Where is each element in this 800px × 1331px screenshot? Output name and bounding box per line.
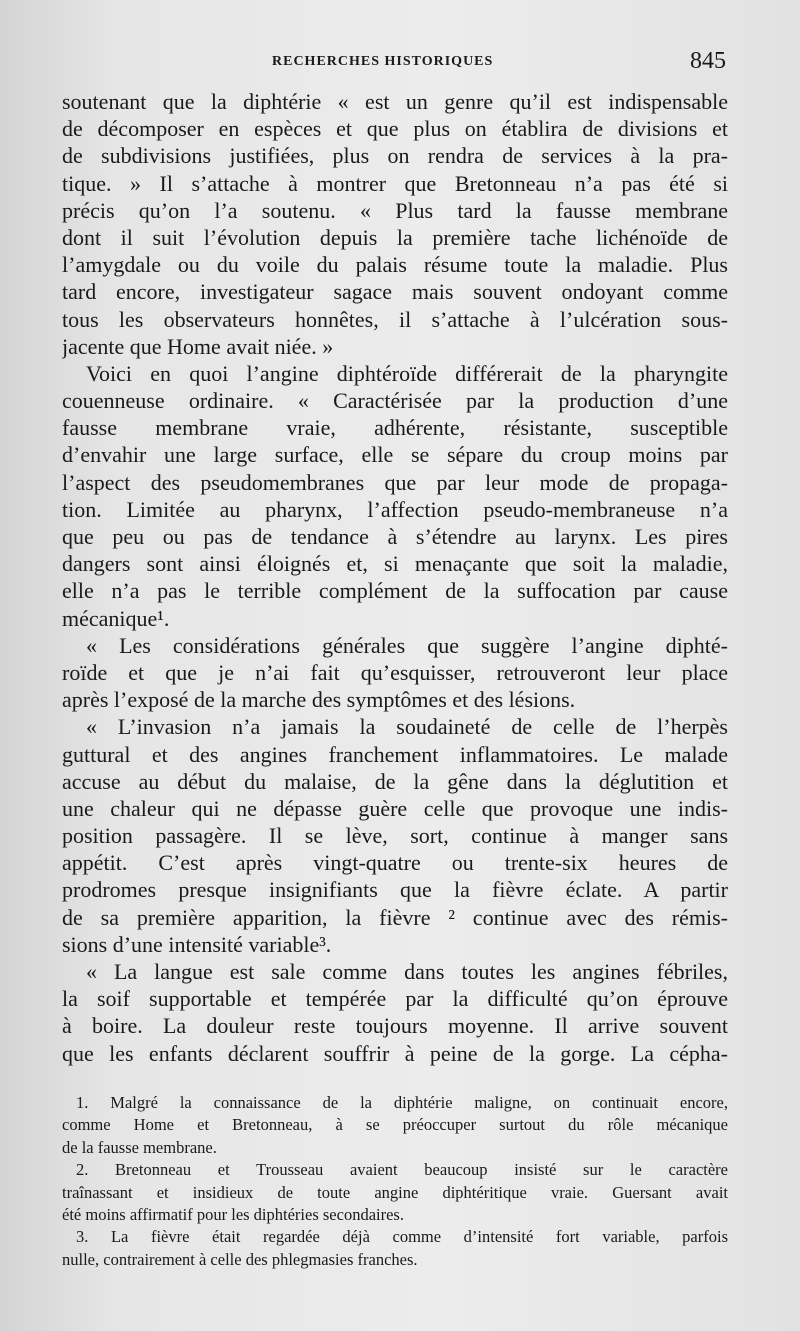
text-line: Voici en quoi l’angine diphtéroïde différerait de la pharyngite — [86, 360, 728, 386]
footnote-line: 3. La fièvre était regardée déjà comme d’intensité fort variable, parfois — [76, 1227, 728, 1247]
footnote-line: comme Home et Bretonneau, à se préoccuper surtout du rôle mécanique — [62, 1115, 728, 1135]
text-line: de décomposer en espèces et que plus on établira de divisions et — [62, 116, 728, 142]
text-line: « L’invasion n’a jamais la soudaineté de celle de l’herpès — [86, 714, 728, 740]
text-line: mécanique¹. — [62, 605, 170, 631]
text-line: position passagère. Il se lève, sort, continue à manger sans — [62, 823, 728, 849]
running-head: RECHERCHES HISTORIQUES — [272, 54, 494, 69]
page-header — [0, 48, 800, 76]
text-line: prodromes presque insignifiants que la fièvre éclate. A partir — [62, 877, 728, 903]
text-line: fausse membrane vraie, adhérente, résistante, susceptible — [62, 415, 728, 441]
text-line: de sa première apparition, la fièvre ² continue avec des rémis- — [62, 904, 728, 930]
text-line: à boire. La douleur reste toujours moyenne. Il arrive souvent — [62, 1013, 728, 1039]
text-line: tion. Limitée au pharynx, l’affection pseudo-membraneuse n’a — [62, 496, 728, 522]
footnotes — [62, 1092, 728, 1271]
body-text — [62, 88, 728, 1067]
text-line: que les enfants déclarent souffrir à peine de la gorge. La cépha- — [62, 1040, 728, 1066]
text-line: la soif supportable et tempérée par la difficulté qu’on éprouve — [62, 986, 728, 1012]
text-line: tous les observateurs honnêtes, il s’attache à l’ulcération sous- — [62, 306, 728, 332]
text-line: « La langue est sale comme dans toutes les angines fébriles, — [86, 959, 728, 984]
text-line: après l’exposé de la marche des symptômes et des lésions. — [62, 687, 576, 713]
text-line: « Les considérations générales que suggère l’angine diphté- — [86, 632, 728, 658]
text-line: soutenant que la diphtérie « est un genre qu’il est indispensable — [62, 89, 728, 114]
text-line: dangers sont ainsi éloignés et, si menaçante que soit la maladie, — [62, 551, 728, 577]
text-line: appétit. C’est après vingt-quatre ou trente-six heures de — [62, 850, 728, 876]
footnote-line: nulle, contrairement à celle des phlegmasies franches. — [62, 1249, 418, 1269]
text-line: l’aspect des pseudomembranes que par leur mode de propaga- — [62, 469, 728, 495]
text-line: que peu ou pas de tendance à s’étendre au larynx. Les pires — [62, 524, 728, 549]
footnote-line: 2. Bretonneau et Trousseau avaient beaucoup insisté sur le caractère — [76, 1160, 728, 1180]
text-line: sions d’une intensité variable³. — [62, 931, 332, 957]
text-line: elle n’a pas le terrible complément de la suffocation par cause — [62, 578, 728, 604]
footnote-line: de la fausse membrane. — [62, 1137, 217, 1157]
footnote-line: été moins affirmatif pour les diphtéries secondaires. — [62, 1204, 404, 1224]
text-line: précis qu’on l’a soutenu. « Plus tard la fausse membrane — [62, 197, 728, 223]
text-line: de subdivisions justifiées, plus on rendra de services à la pra- — [62, 143, 728, 169]
footnote-line: 1. Malgré la connaissance de la diphtérie maligne, on continuait encore, — [76, 1093, 728, 1112]
text-line: dont il suit l’évolution depuis la première tache lichénoïde de — [62, 224, 728, 250]
footnote-line: traînassant et insidieux de toute angine diphtéritique vraie. Guersant avait — [62, 1182, 728, 1202]
text-line: tard encore, investigateur sagace mais souvent ondoyant comme — [62, 279, 728, 305]
text-line: accuse au début du malaise, de la gêne dans la déglutition et — [62, 768, 728, 794]
text-line: jacente que Home avait niée. » — [62, 333, 334, 359]
text-line: roïde et que je n’ai fait qu’esquisser, retrouveront leur place — [62, 659, 728, 685]
text-line: guttural et des angines franchement inflammatoires. Le malade — [62, 741, 728, 767]
text-line: une chaleur qui ne dépasse guère celle que provoque une indis- — [62, 795, 728, 821]
page-number: 845 — [690, 48, 726, 74]
text-line: tique. » Il s’attache à montrer que Bretonneau n’a pas été si — [62, 170, 728, 196]
text-line: l’amygdale ou du voile du palais résume toute la maladie. Plus — [62, 252, 728, 278]
text-line: d’envahir une large surface, elle se sépare du croup moins par — [62, 442, 728, 468]
text-line: couenneuse ordinaire. « Caractérisée par la production d’une — [62, 388, 728, 414]
